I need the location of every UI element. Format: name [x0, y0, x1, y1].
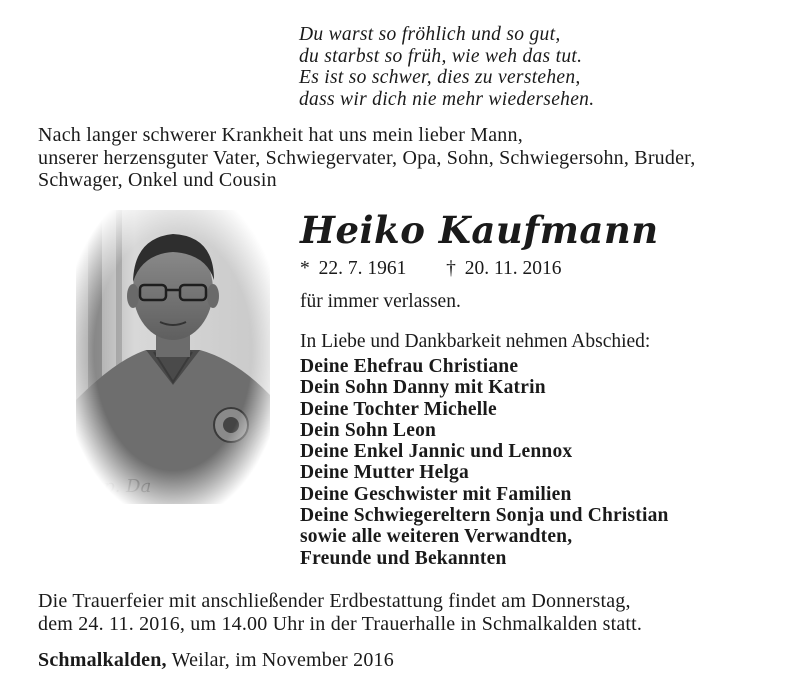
death-date: 20. 11. 2016 [464, 258, 562, 279]
death-symbol: † [446, 258, 456, 279]
ceremony-line: dem 24. 11. 2016, um 14.00 Uhr in der Trauerhalle in Schmalkalden statt. [38, 612, 643, 635]
birth-symbol: * [300, 258, 310, 279]
mourner-line: sowie alle weiteren Verwandten, [300, 526, 573, 548]
deceased-name: Heiko Kaufmann [300, 208, 659, 252]
mourner-line: Freunde und Bekannten [300, 547, 507, 569]
place-rest: Weilar, im November 2016 [166, 649, 394, 671]
place-date [38, 649, 394, 672]
mourner-line: Deine Enkel Jannic und Lennox [300, 441, 573, 463]
mourner-line: Dein Sohn Leon [300, 419, 437, 441]
life-dates [300, 258, 566, 280]
intro-line: Nach langer schwerer Krankheit hat uns mein lieber Mann, [38, 124, 523, 146]
intro-text [38, 124, 778, 192]
poem-line: dass wir dich nie mehr wiedersehen. [299, 88, 595, 110]
poem-line: Es ist so schwer, dies zu verstehen, [299, 67, 581, 88]
mourner-line: Deine Ehefrau Christiane [300, 356, 519, 377]
mourner-line: Deine Schwiegereltern Sonja und Christian [300, 505, 669, 527]
poem [299, 24, 594, 110]
portrait-photo [76, 210, 270, 504]
birth-date: 22. 7. 1961 [318, 258, 407, 279]
mourner-line: Dein Sohn Danny mit Katrin [300, 377, 546, 399]
place-town: Schmalkalden, [38, 649, 167, 671]
farewell-intro: In Liebe und Dankbarkeit nehmen Abschied: [300, 331, 651, 352]
poem-line: Du warst so fröhlich und so gut, [299, 24, 561, 45]
intro-line: unserer herzensguter Vater, Schwiegervater, Opa, Sohn, Schwiegersohn, Bruder, [38, 146, 696, 169]
mourner-line: Deine Geschwister mit Familien [300, 483, 572, 505]
mourner-line: Deine Tochter Michelle [300, 398, 497, 420]
mourners-list [300, 356, 669, 569]
ceremony-line: Die Trauerfeier mit anschließender Erdbestattung findet am Donnerstag, [38, 590, 631, 612]
intro-line: Schwager, Onkel und Cousin [38, 169, 277, 191]
poem-line: du starbst so früh, wie weh das tut. [299, 45, 583, 67]
left-text: für immer verlassen. [300, 291, 461, 312]
mourner-line: Deine Mutter Helga [300, 462, 469, 484]
ceremony-info [38, 590, 642, 635]
